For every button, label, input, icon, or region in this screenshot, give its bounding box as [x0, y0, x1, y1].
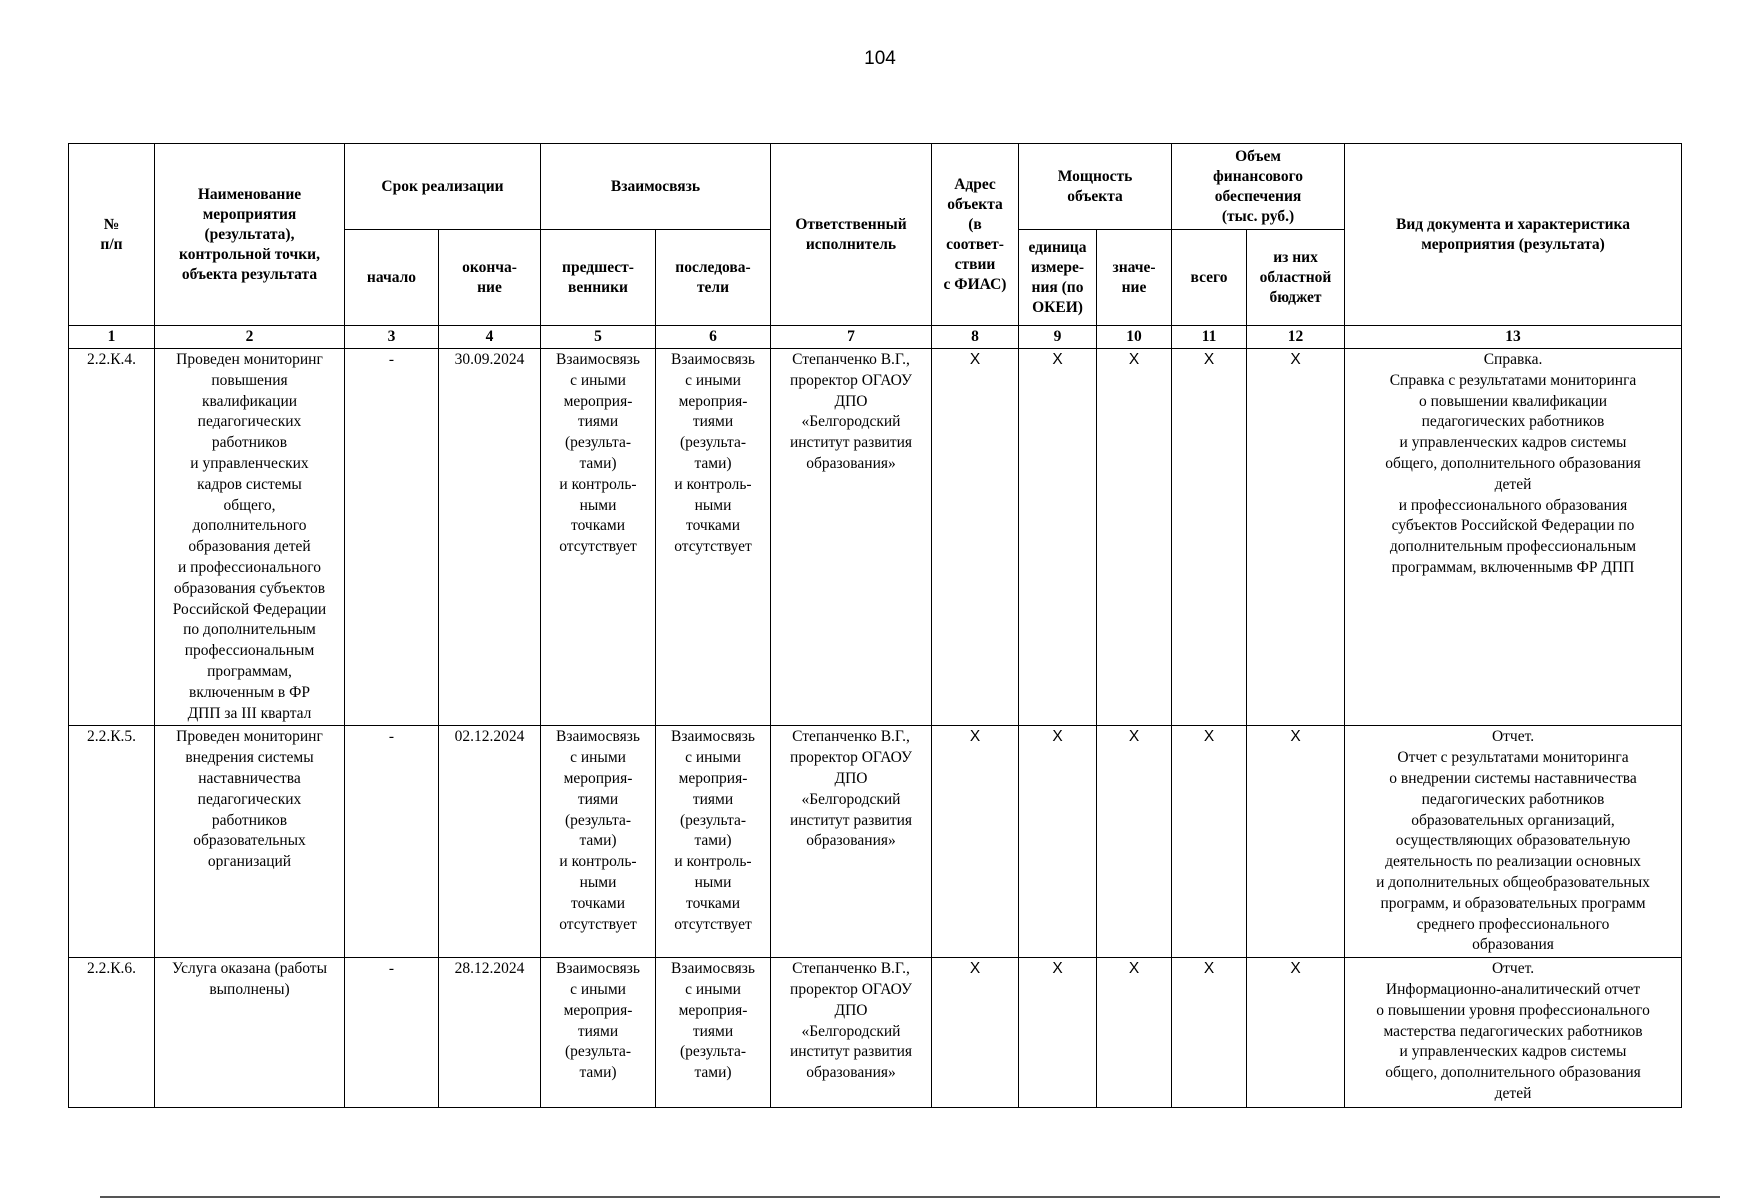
- row-unit: Х: [1019, 726, 1097, 958]
- row-num: 2.2.К.6.: [69, 958, 155, 1108]
- column-number-row: [69, 326, 1682, 349]
- row-total: Х: [1172, 726, 1247, 958]
- header-link-prev: предшест- венники: [541, 230, 656, 326]
- row-responsible: Степанченко В.Г., проректор ОГАОУ ДПО «Белгородский институт развития образования»: [771, 958, 932, 1108]
- row-name: Проведен мониторинг внедрения системы наставничества педагогических работников образовательных организаций: [155, 726, 345, 958]
- header-finance: Объем финансового обеспечения (тыс. руб.): [1172, 144, 1345, 230]
- row-next: Взаимосвязь с иными мероприя- тиями (результа- тами) и контроль- ными точками отсутствует: [656, 726, 771, 958]
- row-value: Х: [1097, 349, 1172, 726]
- row-total: Х: [1172, 958, 1247, 1108]
- column-number: 9: [1019, 326, 1097, 349]
- header-name: Наименование мероприятия (результата), контрольной точки, объекта результата: [155, 144, 345, 326]
- row-regional: Х: [1247, 349, 1345, 726]
- header-num: № п/п: [69, 144, 155, 326]
- column-number: 10: [1097, 326, 1172, 349]
- row-next: Взаимосвязь с иными мероприя- тиями (результа- тами): [656, 958, 771, 1108]
- row-unit: Х: [1019, 958, 1097, 1108]
- row-num: 2.2.К.5.: [69, 726, 155, 958]
- row-next: Взаимосвязь с иными мероприя- тиями (результа- тами) и контроль- ными точками отсутствует: [656, 349, 771, 726]
- column-number: 11: [1172, 326, 1247, 349]
- plan-table: [68, 143, 1682, 1108]
- header-doc: Вид документа и характеристика мероприятия (результата): [1345, 144, 1682, 326]
- row-value: Х: [1097, 726, 1172, 958]
- row-prev: Взаимосвязь с иными мероприя- тиями (результа- тами) и контроль- ными точками отсутствует: [541, 349, 656, 726]
- header-term-start: начало: [345, 230, 439, 326]
- row-num: 2.2.К.4.: [69, 349, 155, 726]
- row-prev: Взаимосвязь с иными мероприя- тиями (результа- тами): [541, 958, 656, 1108]
- row-address: Х: [932, 349, 1019, 726]
- header-link: Взаимосвязь: [541, 144, 771, 230]
- table-row: [69, 349, 1682, 726]
- row-name: Услуга оказана (работы выполнены): [155, 958, 345, 1108]
- column-number: 6: [656, 326, 771, 349]
- column-number: 1: [69, 326, 155, 349]
- row-doc: Отчет. Отчет с результатами мониторинга о внедрении системы наставничества педагогических работников образовательных организаций, осуществляющих образовательную деятельность по реализации основных и дополнительных общеобразовательных программ, и образовательных программ среднего профессионального образования: [1345, 726, 1682, 958]
- column-number: 4: [439, 326, 541, 349]
- column-number: 5: [541, 326, 656, 349]
- column-number: 2: [155, 326, 345, 349]
- row-regional: Х: [1247, 958, 1345, 1108]
- header-term-end: оконча- ние: [439, 230, 541, 326]
- header-finance-total: всего: [1172, 230, 1247, 326]
- page-bottom-rule: [100, 1196, 1720, 1198]
- header-term: Срок реализации: [345, 144, 541, 230]
- column-number: 3: [345, 326, 439, 349]
- row-address: Х: [932, 958, 1019, 1108]
- column-number: 7: [771, 326, 932, 349]
- row-start: -: [345, 726, 439, 958]
- row-address: Х: [932, 726, 1019, 958]
- row-doc: Отчет. Информационно-аналитический отчет о повышении уровня профессионального мастерства педагогических работников и управленческих кадров системы общего, дополнительного образования детей: [1345, 958, 1682, 1108]
- row-total: Х: [1172, 349, 1247, 726]
- header-responsible: Ответственный исполнитель: [771, 144, 932, 326]
- row-doc: Справка. Справка с результатами мониторинга о повышении квалификации педагогических работников и управленческих кадров системы общего, дополнительного образования детей и профессионального образования субъектов Российской Федерации по дополнительным профессиональным программам, включеннымв ФР ДПП: [1345, 349, 1682, 726]
- header-capacity-value: значе- ние: [1097, 230, 1172, 326]
- row-start: -: [345, 958, 439, 1108]
- header-capacity: Мощность объекта: [1019, 144, 1172, 230]
- page-number: 104: [864, 48, 896, 69]
- table-row: [69, 726, 1682, 958]
- row-responsible: Степанченко В.Г., проректор ОГАОУ ДПО «Белгородский институт развития образования»: [771, 349, 932, 726]
- column-number: 12: [1247, 326, 1345, 349]
- header-address: Адрес объекта (в соответ- ствии с ФИАС): [932, 144, 1019, 326]
- header-finance-regional: из них областной бюджет: [1247, 230, 1345, 326]
- table-row: [69, 958, 1682, 1108]
- row-end: 28.12.2024: [439, 958, 541, 1108]
- column-number: 13: [1345, 326, 1682, 349]
- header-capacity-unit: единица измере- ния (по ОКЕИ): [1019, 230, 1097, 326]
- row-value: Х: [1097, 958, 1172, 1108]
- column-number: 8: [932, 326, 1019, 349]
- row-start: -: [345, 349, 439, 726]
- row-responsible: Степанченко В.Г., проректор ОГАОУ ДПО «Белгородский институт развития образования»: [771, 726, 932, 958]
- header-link-next: последова- тели: [656, 230, 771, 326]
- row-name: Проведен мониторинг повышения квалификации педагогических работников и управленческих кадров системы общего, дополнительного образования детей и профессионального образования субъектов Российской Федерации по дополнительным профессиональным программам, включенным в ФР ДПП за III квартал: [155, 349, 345, 726]
- row-end: 30.09.2024: [439, 349, 541, 726]
- row-prev: Взаимосвязь с иными мероприя- тиями (результа- тами) и контроль- ными точками отсутствует: [541, 726, 656, 958]
- row-end: 02.12.2024: [439, 726, 541, 958]
- row-unit: Х: [1019, 349, 1097, 726]
- row-regional: Х: [1247, 726, 1345, 958]
